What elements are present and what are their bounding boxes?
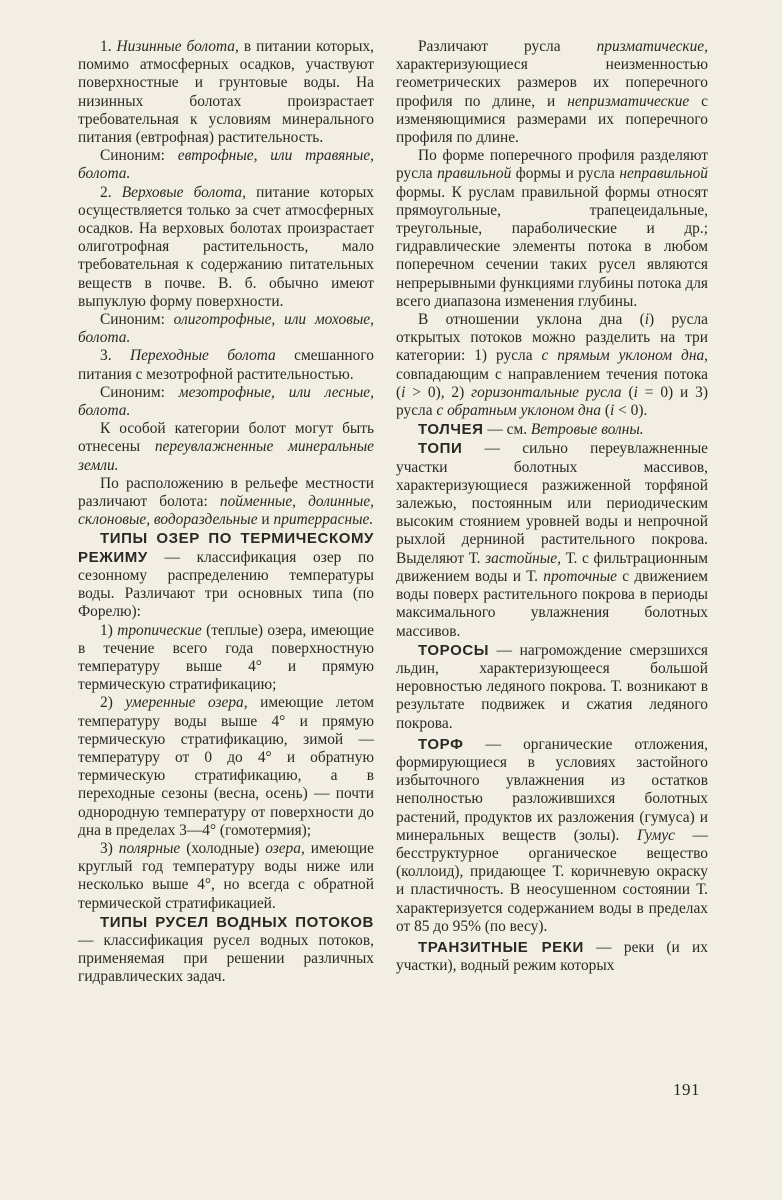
entry-heading: ТИПЫ РУСЕЛ ВОДНЫХ ПОТОКОВ [100,913,374,931]
list-item-polar: 3) полярные (холодные) озера, имеющие круглый год температуру воды ниже или несколько выше 4°, но всегда с обратной термической стратификацией. [78,839,375,912]
paragraph-special-category: К особой категории болот могут быть отнесены переувлажненные минеральные земли. [78,420,374,474]
synonym-raised: Синоним: олиготрофные, или моховые, болота. [78,311,374,347]
paragraph-transitional-bogs: 3. Переходные болота смешанного питания с мезотрофной растительностью. [78,347,374,383]
cross-reference-link[interactable]: Ветровые волны. [530,421,644,439]
list-item-temperate: 2) умеренные озера, имеющие летом температуру воды выше 4° и прямую термическую стратификацию, зимой — температуру от 0 до 4° и обратную термическую стратификацию, а в переходные сезоны (весна, осень) — почти однородную температуру от поверхности до дна в пределах 3—4° (гомотермия); [78,694,374,839]
list-item-tropical: 1) тропические (теплые) озера, имеющие в течение всего года поверхностную температуру выше 4° и прямую термическую стратификацию; [78,621,374,694]
left-column [78,38,374,987]
paragraph-prismatic: Различают русла призматические, характеризующиеся неизменностью геометрических размеров их поперечного профиля по длине, и непризматические с изменяющимися размерами их поперечного профиля по длине. [396,38,708,147]
paragraph-lowland-bogs: 1. Низинные болота, в питании которых, помимо атмосферных осадков, участвуют поверхностные и грунтовые воды. На низинных болотах произрастает требовательная к условиям минерального питания (евтрофная) растительность. [78,38,374,147]
paragraph-raised-bogs: 2. Верховые болота, питание которых осуществляется только за счет атмосферных осадков. На верховых болотах произрастает олиготрофная растительность, мало требовательная к содержанию питательных веществ в почве. В. б. обычно имеют выпуклую форму поверхности. [78,183,374,310]
entry-heading: ТИПЫ ОЗЕР ПО ТЕРМИЧЕСКОМУ РЕЖИМУ [78,530,374,566]
term-lowland-bogs: Низинные болота, [116,38,239,55]
page-number: 191 [673,1080,700,1099]
entry-heading: ТРАНЗИТНЫЕ РЕКИ [418,938,584,956]
synonym-transitional: Синоним: мезотрофные, или лесные, болота. [78,383,374,420]
term-raised-bogs: Верховые болота, [121,183,246,201]
entry-heading: ТОЛЧЕЯ [418,421,484,439]
entry-lake-thermal-types: ТИПЫ ОЗЕР ПО ТЕРМИЧЕСКОМУ РЕЖИМУ — классификация озер по сезонному распределению температуры воды. Различают три основных типа (по Форелю): [78,530,374,621]
entry-torosy: ТОРОСЫ — нагромождение смерзшихся льдин, характеризующееся большой неровностью ледяного покрова. Т. возникают в результате подвижек и сжатия ледяного покрова. [396,641,708,732]
paragraph-relief-location: По расположению в рельефе местности различают болота: пойменные, долинные, склоновые, водораздельные и притеррасные. [78,474,375,529]
entry-heading: ТОРФ [418,735,464,753]
entry-tolcheya: ТОЛЧЕЯ — см. Ветровые волны. [418,421,644,439]
paragraph-bed-slope: В отношении уклона дна (i) русла открытых потоков можно разделить на три категории: 1) русла с прямым уклоном дна, совпадающим с направлением течения потока (i > 0), 2) горизонтальные русла (i = 0) и 3) русла с обратным уклоном дна (i < 0). [396,311,709,420]
paragraph-profile-shape: По форме поперечного профиля разделяют русла правильной формы и русла неправильной формы. К руслам правильной формы относят прямоугольные, трапецеидальные, треугольные, параболические и др.; гидравлические элементы потока в любом поперечном сечении таких русел являются непрерывными функциями глубины потока для всего диапазона изменения глубины. [396,147,708,310]
synonym-lowland: Синоним: евтрофные, или травяные, болота. [78,147,374,183]
term-transitional-bogs: Переходные болота [129,347,276,365]
entry-torf: ТОРФ — органические отложения, формирующиеся в условиях застойного избыточного увлажнения из остатков неполностью разложившихся болотных растений, продуктов их разложения (гумуса) и минеральных веществ (золы). Гумус — бесструктурное органическое вещество (коллоид), придающее Т. коричневую окраску и пластичность. В неосушенном состоянии Т. характеризуется содержанием воды в пределах от 85 до 95% (по весу). [396,735,708,935]
entry-heading: ТОРОСЫ [418,641,490,659]
entry-topi: ТОПИ — сильно переувлажненные участки болотных массивов, характеризующиеся разжиженной торфяной залежью, постоянным или периодическим высоким стоянием уровней воды и непрочной рыхлой дерниной растительного покрова. Выделяют Т. застойные, Т. с фильтрационным движением воды и Т. проточные с движением воды поверх растительного покрова в периоды максимального увлажнения болотных массивов. [396,440,708,640]
entry-transit-rivers: ТРАНЗИТНЫЕ РЕКИ — реки (и их участки), водный режим которых [396,938,708,975]
right-column [396,38,708,975]
entry-channel-types: ТИПЫ РУСЕЛ ВОДНЫХ ПОТОКОВ — классификация русел водных потоков, применяемая при решении различных гидравлических задач. [78,913,374,986]
entry-heading: ТОПИ [418,440,463,458]
